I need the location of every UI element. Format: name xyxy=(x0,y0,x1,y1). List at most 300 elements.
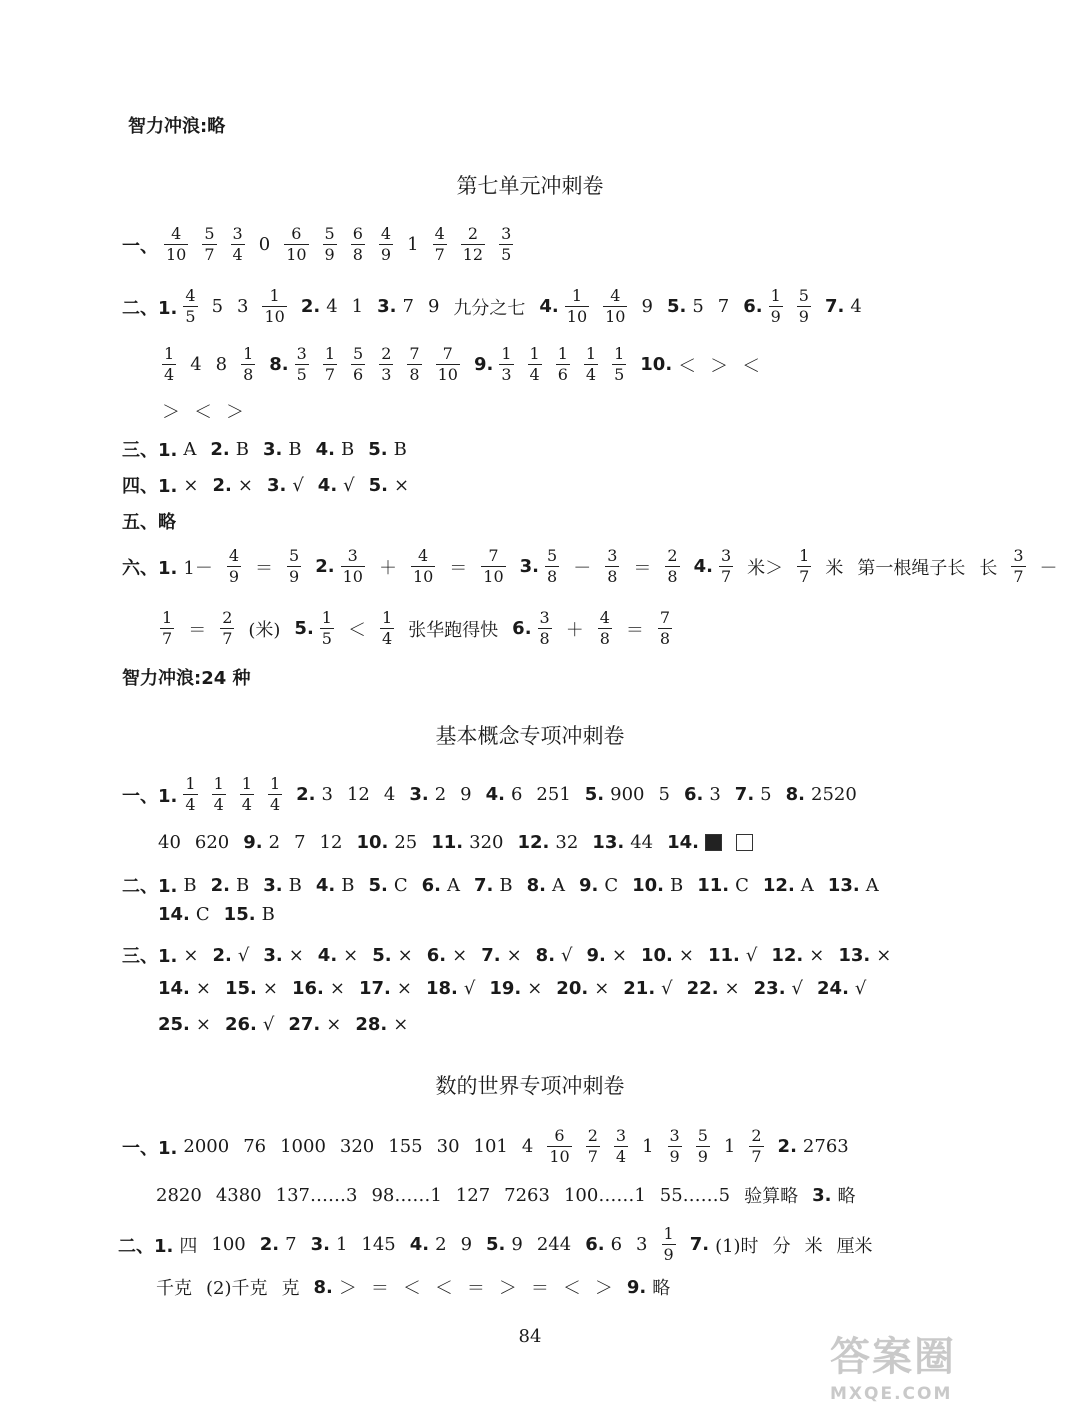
question-label: 5. xyxy=(368,874,388,896)
numerator: 3 xyxy=(501,224,512,243)
answer-value: 3 xyxy=(237,296,249,317)
denominator: 7 xyxy=(324,365,336,384)
denominator: 8 xyxy=(659,629,671,648)
answer-value: C xyxy=(195,904,210,925)
answer-value: 1 xyxy=(407,234,419,255)
answer-value: ＋ xyxy=(378,557,397,579)
question-label: 15. xyxy=(224,978,257,999)
answer-value: ＝ xyxy=(255,557,274,579)
answer-value: 145 xyxy=(361,1234,396,1255)
question-label: 4. xyxy=(693,556,713,577)
question-label: 7. xyxy=(481,944,501,966)
page-number: 84 xyxy=(518,1326,542,1347)
fraction xyxy=(379,346,393,383)
denominator: 8 xyxy=(243,365,254,384)
question-label: 3. xyxy=(266,474,287,496)
fraction xyxy=(231,226,245,263)
answer-value: × xyxy=(397,944,413,966)
denominator: 7 xyxy=(434,245,445,264)
numerator: 7 xyxy=(442,344,453,363)
answer-value: × xyxy=(288,944,304,966)
question-label: 23. xyxy=(753,978,786,999)
denominator: 10 xyxy=(566,307,588,326)
question-label: 10. xyxy=(356,832,389,853)
question-label: 3. xyxy=(409,784,429,805)
question-label: 五、略 xyxy=(122,512,176,533)
answer-value: 244 xyxy=(536,1234,572,1255)
fraction xyxy=(499,226,513,263)
answer-value: 验算略 xyxy=(744,1186,799,1207)
question-label: 4. xyxy=(485,784,505,805)
numerator: 1 xyxy=(799,546,810,565)
answer-value: ＝ xyxy=(466,1278,485,1299)
answer-value: × xyxy=(195,1014,211,1035)
answer-value: × xyxy=(678,944,694,966)
answer-value: √ xyxy=(661,978,673,999)
denominator: 10 xyxy=(605,307,626,326)
answer-value: √ xyxy=(463,978,476,999)
fraction xyxy=(556,346,570,383)
answer-line xyxy=(122,288,876,325)
answer-value: B xyxy=(341,874,355,896)
answer-line xyxy=(158,832,767,853)
denominator: 10 xyxy=(437,365,458,384)
answer-value: (米) xyxy=(248,619,281,641)
answer-value: 620 xyxy=(194,832,230,853)
answer-value: ＞ xyxy=(162,402,180,423)
question-label: 2. xyxy=(210,438,230,460)
answer-value: × xyxy=(195,978,211,999)
answer-value: √ xyxy=(791,978,804,999)
question-label: 12. xyxy=(771,944,804,966)
question-label: 15. xyxy=(223,904,256,925)
answer-value: 1 xyxy=(351,296,364,317)
fraction xyxy=(612,346,626,383)
answer-value: ＜ xyxy=(434,1278,453,1299)
question-label: 13. xyxy=(838,944,871,966)
answer-value: 76 xyxy=(243,1136,267,1157)
denominator: 7 xyxy=(222,629,233,648)
numerator: 2 xyxy=(222,608,233,627)
question-label: 六、1. xyxy=(122,557,178,579)
question-label: 26. xyxy=(224,1014,257,1035)
numerator: 1 xyxy=(213,774,224,793)
answer-line xyxy=(158,904,289,925)
question-label: 14. xyxy=(158,978,190,999)
question-label: 4. xyxy=(409,1234,430,1255)
fraction xyxy=(320,610,334,647)
answer-value: ＞ xyxy=(338,1278,357,1299)
denominator: 9 xyxy=(324,245,335,264)
fraction xyxy=(668,1128,682,1165)
answer-value: 2000 xyxy=(183,1136,230,1157)
question-label: 5. xyxy=(486,1234,506,1255)
answer-value: 9 xyxy=(511,1234,523,1255)
numerator: 3 xyxy=(669,1126,680,1145)
answer-value: 40 xyxy=(158,832,181,853)
fraction xyxy=(380,610,394,647)
answer-value: × xyxy=(611,944,627,966)
denominator: 4 xyxy=(213,795,224,814)
answer-line xyxy=(122,508,182,534)
question-label: 四、1. xyxy=(122,476,178,497)
answer-value: 100 xyxy=(211,1234,246,1255)
watermark-text: 答案圈 xyxy=(830,1334,956,1380)
question-label: 2. xyxy=(212,944,232,966)
answer-value: 略 xyxy=(652,1278,671,1299)
question-label: 二、1. xyxy=(118,1235,174,1257)
section-title: 第七单元冲刺卷 xyxy=(456,174,604,198)
question-label: 11. xyxy=(707,944,740,966)
question-label: 6. xyxy=(743,296,763,317)
answer-value: 3 xyxy=(321,784,333,805)
question-label: 2. xyxy=(259,1234,280,1255)
answer-value: × xyxy=(452,944,468,966)
numerator: 1 xyxy=(614,344,625,363)
answer-value: × xyxy=(326,1014,342,1035)
fraction xyxy=(262,288,286,325)
denominator: 10 xyxy=(412,567,434,586)
answer-value: 900 xyxy=(610,784,645,805)
answer-value: 4 xyxy=(383,784,396,805)
answer-value: ＜ xyxy=(678,355,697,377)
answer-line xyxy=(156,1274,684,1300)
answer-value: 320 xyxy=(469,832,504,853)
question-label: 5. xyxy=(372,944,392,966)
fraction xyxy=(665,548,679,585)
question-label: 28. xyxy=(355,1014,388,1035)
answer-line xyxy=(158,978,880,999)
denominator: 5 xyxy=(296,365,307,384)
filled-square-icon xyxy=(705,834,722,851)
numerator: 1 xyxy=(501,344,512,363)
denominator: 4 xyxy=(232,245,243,264)
answer-line xyxy=(122,942,905,968)
question-label: 9. xyxy=(626,1276,647,1298)
question-label: 2. xyxy=(212,474,232,496)
question-label: 3. xyxy=(812,1184,832,1206)
answer-value: 2763 xyxy=(802,1136,849,1157)
question-label: 三、1. xyxy=(122,946,178,967)
denominator: 8 xyxy=(409,365,420,384)
numerator: 1 xyxy=(557,344,568,363)
denominator: 8 xyxy=(539,629,550,648)
numerator: 4 xyxy=(171,224,182,243)
answer-value: 2 xyxy=(435,1234,447,1255)
denominator: 7 xyxy=(204,245,215,264)
denominator: 10 xyxy=(264,307,285,326)
denominator: 9 xyxy=(663,1245,674,1264)
answer-value: × xyxy=(237,474,253,496)
fraction xyxy=(212,776,226,813)
question-label: 一、1. xyxy=(122,785,178,807)
answer-value: ＝ xyxy=(633,557,652,579)
question-label: 5. xyxy=(584,784,605,805)
answer-value: 分 xyxy=(772,1235,791,1257)
question-label: 7. xyxy=(473,874,494,896)
question-label: 8. xyxy=(785,784,805,805)
answer-line xyxy=(122,436,421,462)
answer-value: √ xyxy=(237,944,250,966)
numerator: 6 xyxy=(352,224,363,243)
answer-value: ＞ xyxy=(594,1278,613,1299)
numerator: 1 xyxy=(529,344,540,363)
answer-line xyxy=(122,548,1072,585)
denominator: 7 xyxy=(751,1147,762,1166)
numerator: 1 xyxy=(770,286,781,305)
numerator: 5 xyxy=(289,546,300,565)
section-title: 基本概念专项冲刺卷 xyxy=(435,724,625,748)
numerator: 1 xyxy=(663,1224,674,1243)
denominator: 10 xyxy=(483,567,504,586)
question-label: 6. xyxy=(683,784,704,805)
answer-value: ＝ xyxy=(188,619,207,641)
answer-value: ＜ xyxy=(562,1278,581,1299)
numerator: 1 xyxy=(585,344,597,363)
answer-value: × xyxy=(343,944,359,966)
answer-value: × xyxy=(394,474,410,496)
fraction xyxy=(227,548,241,585)
question-label: 3. xyxy=(262,438,283,460)
answer-value: (2)千克 xyxy=(206,1278,268,1299)
fraction xyxy=(499,346,513,383)
question-label: 8. xyxy=(526,874,546,896)
fraction xyxy=(433,226,447,263)
answer-value: － xyxy=(573,557,592,579)
answer-value: × xyxy=(809,944,825,966)
question-label: 11. xyxy=(697,874,730,896)
numerator: 6 xyxy=(291,224,302,243)
answer-value: 5 xyxy=(211,296,224,317)
question-label: 10. xyxy=(641,944,673,966)
answer-value: 千克 xyxy=(156,1278,192,1299)
question-label: 7. xyxy=(824,296,845,317)
answer-value: √ xyxy=(292,474,304,496)
question-label: 22. xyxy=(686,978,719,999)
question-label: 4. xyxy=(317,474,338,496)
watermark-url: MXQE.COM xyxy=(830,1384,953,1404)
numerator: 3 xyxy=(615,1126,627,1145)
answer-value: 127 xyxy=(455,1184,491,1206)
question-label: 10. xyxy=(632,874,664,896)
answer-value: 9 xyxy=(641,296,653,317)
fraction xyxy=(565,288,589,325)
numerator: 5 xyxy=(353,344,364,363)
answer-value: 9 xyxy=(460,1234,473,1255)
answer-value: 7263 xyxy=(504,1184,550,1206)
answer-value: 6 xyxy=(610,1234,623,1255)
answer-line xyxy=(162,398,258,424)
fraction xyxy=(160,610,174,647)
question-label: 9. xyxy=(578,874,599,896)
answer-value: × xyxy=(724,978,740,999)
fraction xyxy=(528,346,542,383)
fraction xyxy=(351,346,365,383)
answer-value: 略 xyxy=(837,1186,856,1207)
answer-value: 9 xyxy=(460,784,472,805)
question-label: 24. xyxy=(817,978,849,999)
answer-value: 2820 xyxy=(156,1184,202,1206)
square-shape xyxy=(705,834,722,851)
denominator: 10 xyxy=(342,567,363,586)
answer-value: 长 xyxy=(979,557,998,579)
numerator: 5 xyxy=(798,286,809,305)
numerator: 1 xyxy=(381,608,393,627)
answer-value: ＋ xyxy=(565,619,584,641)
denominator: 8 xyxy=(607,567,618,586)
answer-value: 1 xyxy=(723,1136,736,1157)
fraction xyxy=(284,226,308,263)
denominator: 9 xyxy=(289,567,300,586)
answer-value: － xyxy=(1039,557,1058,579)
answer-value: 7 xyxy=(285,1234,297,1255)
answer-line xyxy=(162,346,774,383)
numerator: 2 xyxy=(381,344,392,363)
numerator: 4 xyxy=(599,608,610,627)
answer-value: 4380 xyxy=(215,1184,262,1206)
answer-value: ＜ xyxy=(742,355,761,377)
fraction xyxy=(538,610,552,647)
denominator: 4 xyxy=(241,795,252,814)
numerator: 5 xyxy=(204,224,215,243)
denominator: 4 xyxy=(381,629,393,648)
answer-value: 8 xyxy=(215,354,228,375)
fraction xyxy=(323,346,337,383)
answer-value: ＞ xyxy=(226,402,244,423)
denominator: 10 xyxy=(549,1147,570,1166)
answer-value: 9 xyxy=(427,296,440,317)
answer-value: ＜ xyxy=(194,402,212,423)
answer-value: 米 xyxy=(825,557,844,579)
answer-value: B xyxy=(235,438,249,460)
numerator: 1 xyxy=(571,286,583,305)
answer-value: A xyxy=(865,874,879,896)
answer-value: 100……1 xyxy=(563,1184,646,1206)
answer-value: 25 xyxy=(394,832,418,853)
question-label: 20. xyxy=(556,978,589,999)
answer-line xyxy=(122,226,527,263)
question-label: 10. xyxy=(640,354,673,375)
fraction xyxy=(295,346,309,383)
answer-value: 6 xyxy=(510,784,523,805)
answer-line xyxy=(118,1226,887,1263)
answer-value: 98……1 xyxy=(371,1184,442,1206)
answer-value: 44 xyxy=(630,832,654,853)
answer-value: √ xyxy=(262,1014,275,1035)
question-label: 5. xyxy=(666,296,687,317)
answer-value: 12 xyxy=(319,832,343,853)
question-label: 13. xyxy=(592,832,625,853)
denominator: 7 xyxy=(162,629,173,648)
fraction xyxy=(240,776,254,813)
question-label: 2. xyxy=(300,296,321,317)
numerator: 1 xyxy=(324,344,336,363)
question-label: 一、 xyxy=(122,235,158,257)
fraction xyxy=(164,226,188,263)
denominator: 4 xyxy=(185,795,196,814)
fraction xyxy=(461,226,485,263)
answer-value: 137……3 xyxy=(275,1184,358,1206)
answer-value: × xyxy=(183,944,199,966)
watermark-logo xyxy=(830,1325,956,1404)
answer-value: √ xyxy=(745,944,758,966)
answer-value: √ xyxy=(854,978,867,999)
numerator: 1 xyxy=(164,344,175,363)
question-label: 8. xyxy=(313,1276,333,1298)
fraction xyxy=(719,548,733,585)
answer-value: ＜ xyxy=(347,619,366,641)
answer-value: √ xyxy=(561,944,573,966)
denominator: 3 xyxy=(381,365,392,384)
fraction xyxy=(183,288,197,325)
answer-value: B xyxy=(235,874,250,896)
answer-value: × xyxy=(183,474,199,496)
answer-value: 55……5 xyxy=(659,1184,731,1206)
answer-value: 4 xyxy=(850,296,862,317)
fraction xyxy=(183,776,197,813)
answer-value: 四 xyxy=(179,1235,198,1257)
answer-line xyxy=(122,472,423,498)
answer-value: 米＞ xyxy=(747,557,784,579)
answer-value: B xyxy=(288,438,302,460)
question-label: 4. xyxy=(315,874,336,896)
numerator: 1 xyxy=(241,774,252,793)
question-label: 6. xyxy=(421,874,441,896)
denominator: 8 xyxy=(547,567,558,586)
answer-value: 1－ xyxy=(183,557,213,579)
question-label: 12. xyxy=(517,832,550,853)
answer-value: ＜ xyxy=(402,1278,421,1299)
answer-value: A xyxy=(551,874,565,896)
denominator: 9 xyxy=(770,307,781,326)
question-label: 2. xyxy=(777,1136,797,1157)
numerator: 7 xyxy=(659,608,671,627)
question-label: 6. xyxy=(585,1234,605,1255)
denominator: 8 xyxy=(599,629,610,648)
answer-value: 3 xyxy=(636,1234,648,1255)
answer-value: 2 xyxy=(434,784,447,805)
answer-value: 155 xyxy=(388,1136,423,1157)
question-label: 6. xyxy=(426,944,447,966)
numerator: 4 xyxy=(434,224,445,243)
question-label: 12. xyxy=(762,874,795,896)
numerator: 4 xyxy=(610,286,621,305)
question-label: 3. xyxy=(263,944,283,966)
answer-value: ＞ xyxy=(710,355,729,377)
question-label: 27. xyxy=(288,1014,321,1035)
question-label: 3. xyxy=(519,556,540,577)
answer-value: B xyxy=(183,874,197,896)
answer-value: 1000 xyxy=(280,1136,326,1157)
question-label: 2. xyxy=(315,556,335,577)
question-label: 16. xyxy=(291,978,324,999)
denominator: 5 xyxy=(321,629,332,648)
numerator: 3 xyxy=(296,344,307,363)
answer-value: 7 xyxy=(717,296,730,317)
fraction xyxy=(586,1128,600,1165)
answer-value: ＝ xyxy=(530,1278,549,1299)
fraction xyxy=(797,288,811,325)
intro-line xyxy=(128,112,231,138)
fraction xyxy=(436,346,460,383)
answer-value: × xyxy=(876,944,892,966)
answer-line xyxy=(160,610,686,647)
answer-value: A xyxy=(183,438,197,460)
answer-line xyxy=(122,1128,863,1165)
denominator: 8 xyxy=(352,245,363,264)
question-label: 5. xyxy=(294,618,314,639)
fraction xyxy=(162,346,176,383)
